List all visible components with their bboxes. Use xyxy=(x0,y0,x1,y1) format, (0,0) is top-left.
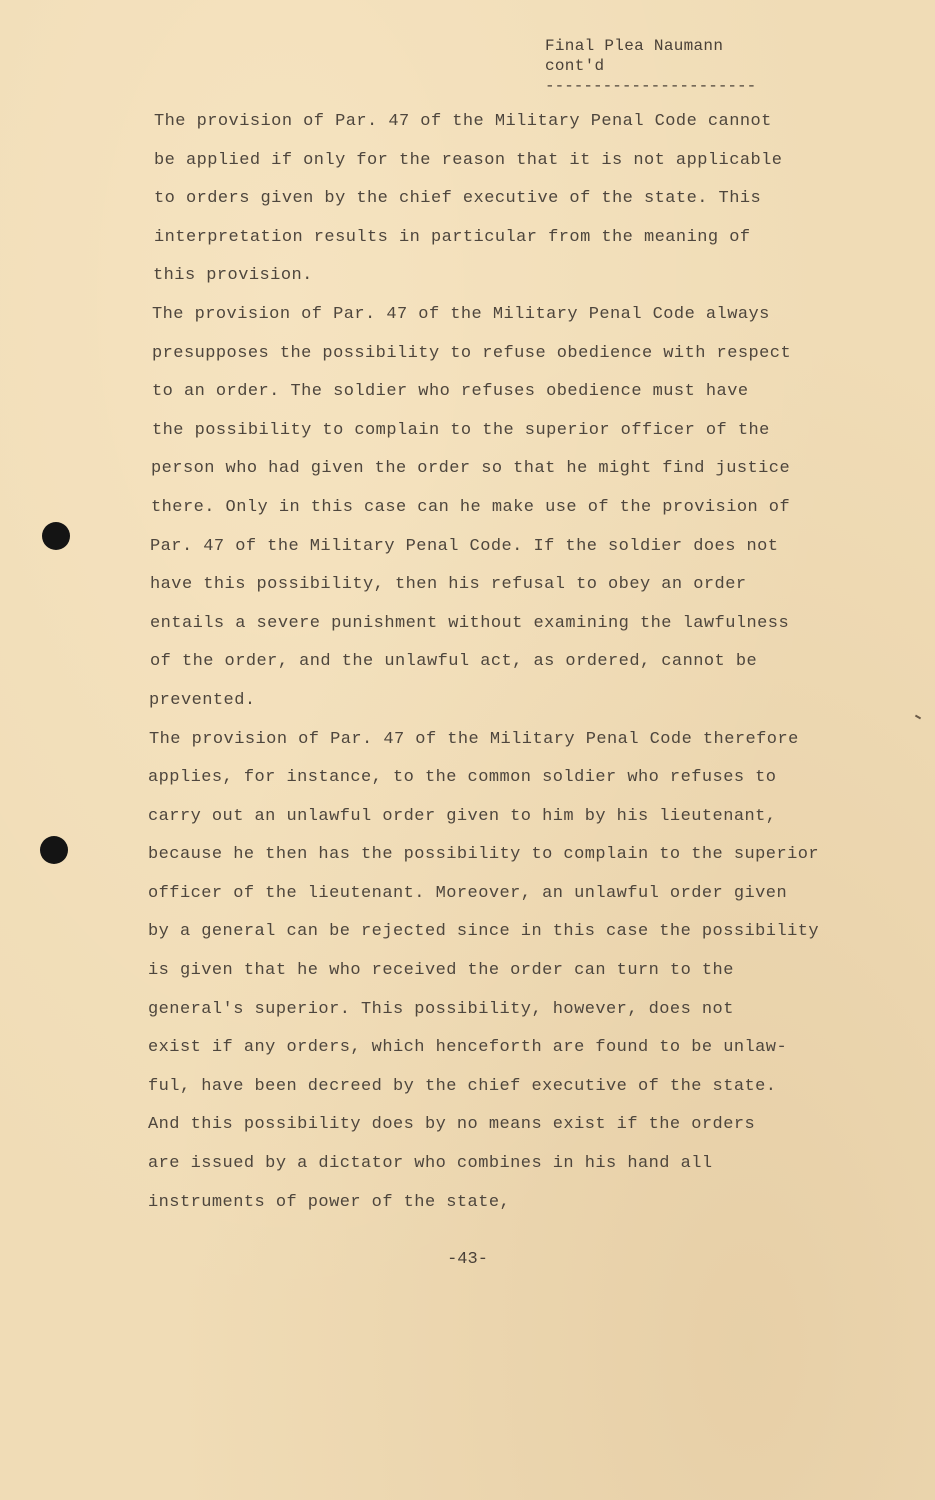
text-line: The provision of Par. 47 of the Military Penal Code always xyxy=(152,304,770,324)
text-line: interpretation results in particular from the meaning of xyxy=(154,227,751,247)
punch-hole xyxy=(42,522,70,550)
text-line: because he then has the possibility to complain to the superior xyxy=(148,845,820,865)
text-line: exist if any orders, which henceforth are found to be unlaw- xyxy=(148,1038,788,1058)
text-line: there. Only in this case can he make use of the provision of xyxy=(151,497,791,517)
text-line: The provision of Par. 47 of the Military Penal Code therefore xyxy=(149,729,799,749)
text-line: prevented. xyxy=(149,690,256,710)
text-line: to an order. The soldier who refuses obedience must have xyxy=(152,382,749,402)
text-line: general's superior. This possibility, however, does not xyxy=(148,999,734,1019)
text-line: be applied if only for the reason that it is not applicable xyxy=(154,150,783,170)
text-line: have this possibility, then his refusal to obey an order xyxy=(150,575,747,595)
text-line: The provision of Par. 47 of the Military Penal Code cannot xyxy=(154,112,772,131)
text-line: Par. 47 of the Military Penal Code. If the soldier does not xyxy=(150,536,779,556)
header-rule: ---------------------- xyxy=(545,77,757,95)
text-line: officer of the lieutenant. Moreover, an unlawful order given xyxy=(148,883,788,903)
text-line: And this possibility does by no means exist if the orders xyxy=(148,1115,756,1135)
header-subtitle: cont'd xyxy=(545,57,605,75)
margin-mark xyxy=(915,715,921,720)
text-line: person who had given the order so that he might find justice xyxy=(151,459,791,479)
body-text xyxy=(148,107,888,1226)
text-line: to orders given by the chief executive of the state. This xyxy=(154,189,762,209)
text-line: applies, for instance, to the common soldier who refuses to xyxy=(148,768,777,788)
text-line: instruments of power of the state, xyxy=(148,1192,511,1212)
text-line: of the order, and the unlawful act, as ordered, cannot be xyxy=(150,652,758,672)
text-line: entails a severe punishment without examining the lawfulness xyxy=(150,613,790,633)
text-line: by a general can be rejected since in this case the possibility xyxy=(148,922,820,942)
text-line: this provision. xyxy=(153,266,313,286)
page-number: -43- xyxy=(447,1250,488,1269)
text-line: is given that he who received the order can turn to the xyxy=(148,961,734,981)
text-line: are issued by a dictator who combines in his hand all xyxy=(148,1154,713,1174)
text-line: ful, have been decreed by the chief executive of the state. xyxy=(148,1076,777,1096)
text-line: the possibility to complain to the superior officer of the xyxy=(152,420,770,440)
punch-hole xyxy=(40,836,68,864)
text-line: presupposes the possibility to refuse obedience with respect xyxy=(152,343,792,363)
header-title: Final Plea Naumann xyxy=(545,37,724,55)
page-header xyxy=(545,36,785,96)
text-line: carry out an unlawful order given to him by his lieutenant, xyxy=(148,806,777,826)
